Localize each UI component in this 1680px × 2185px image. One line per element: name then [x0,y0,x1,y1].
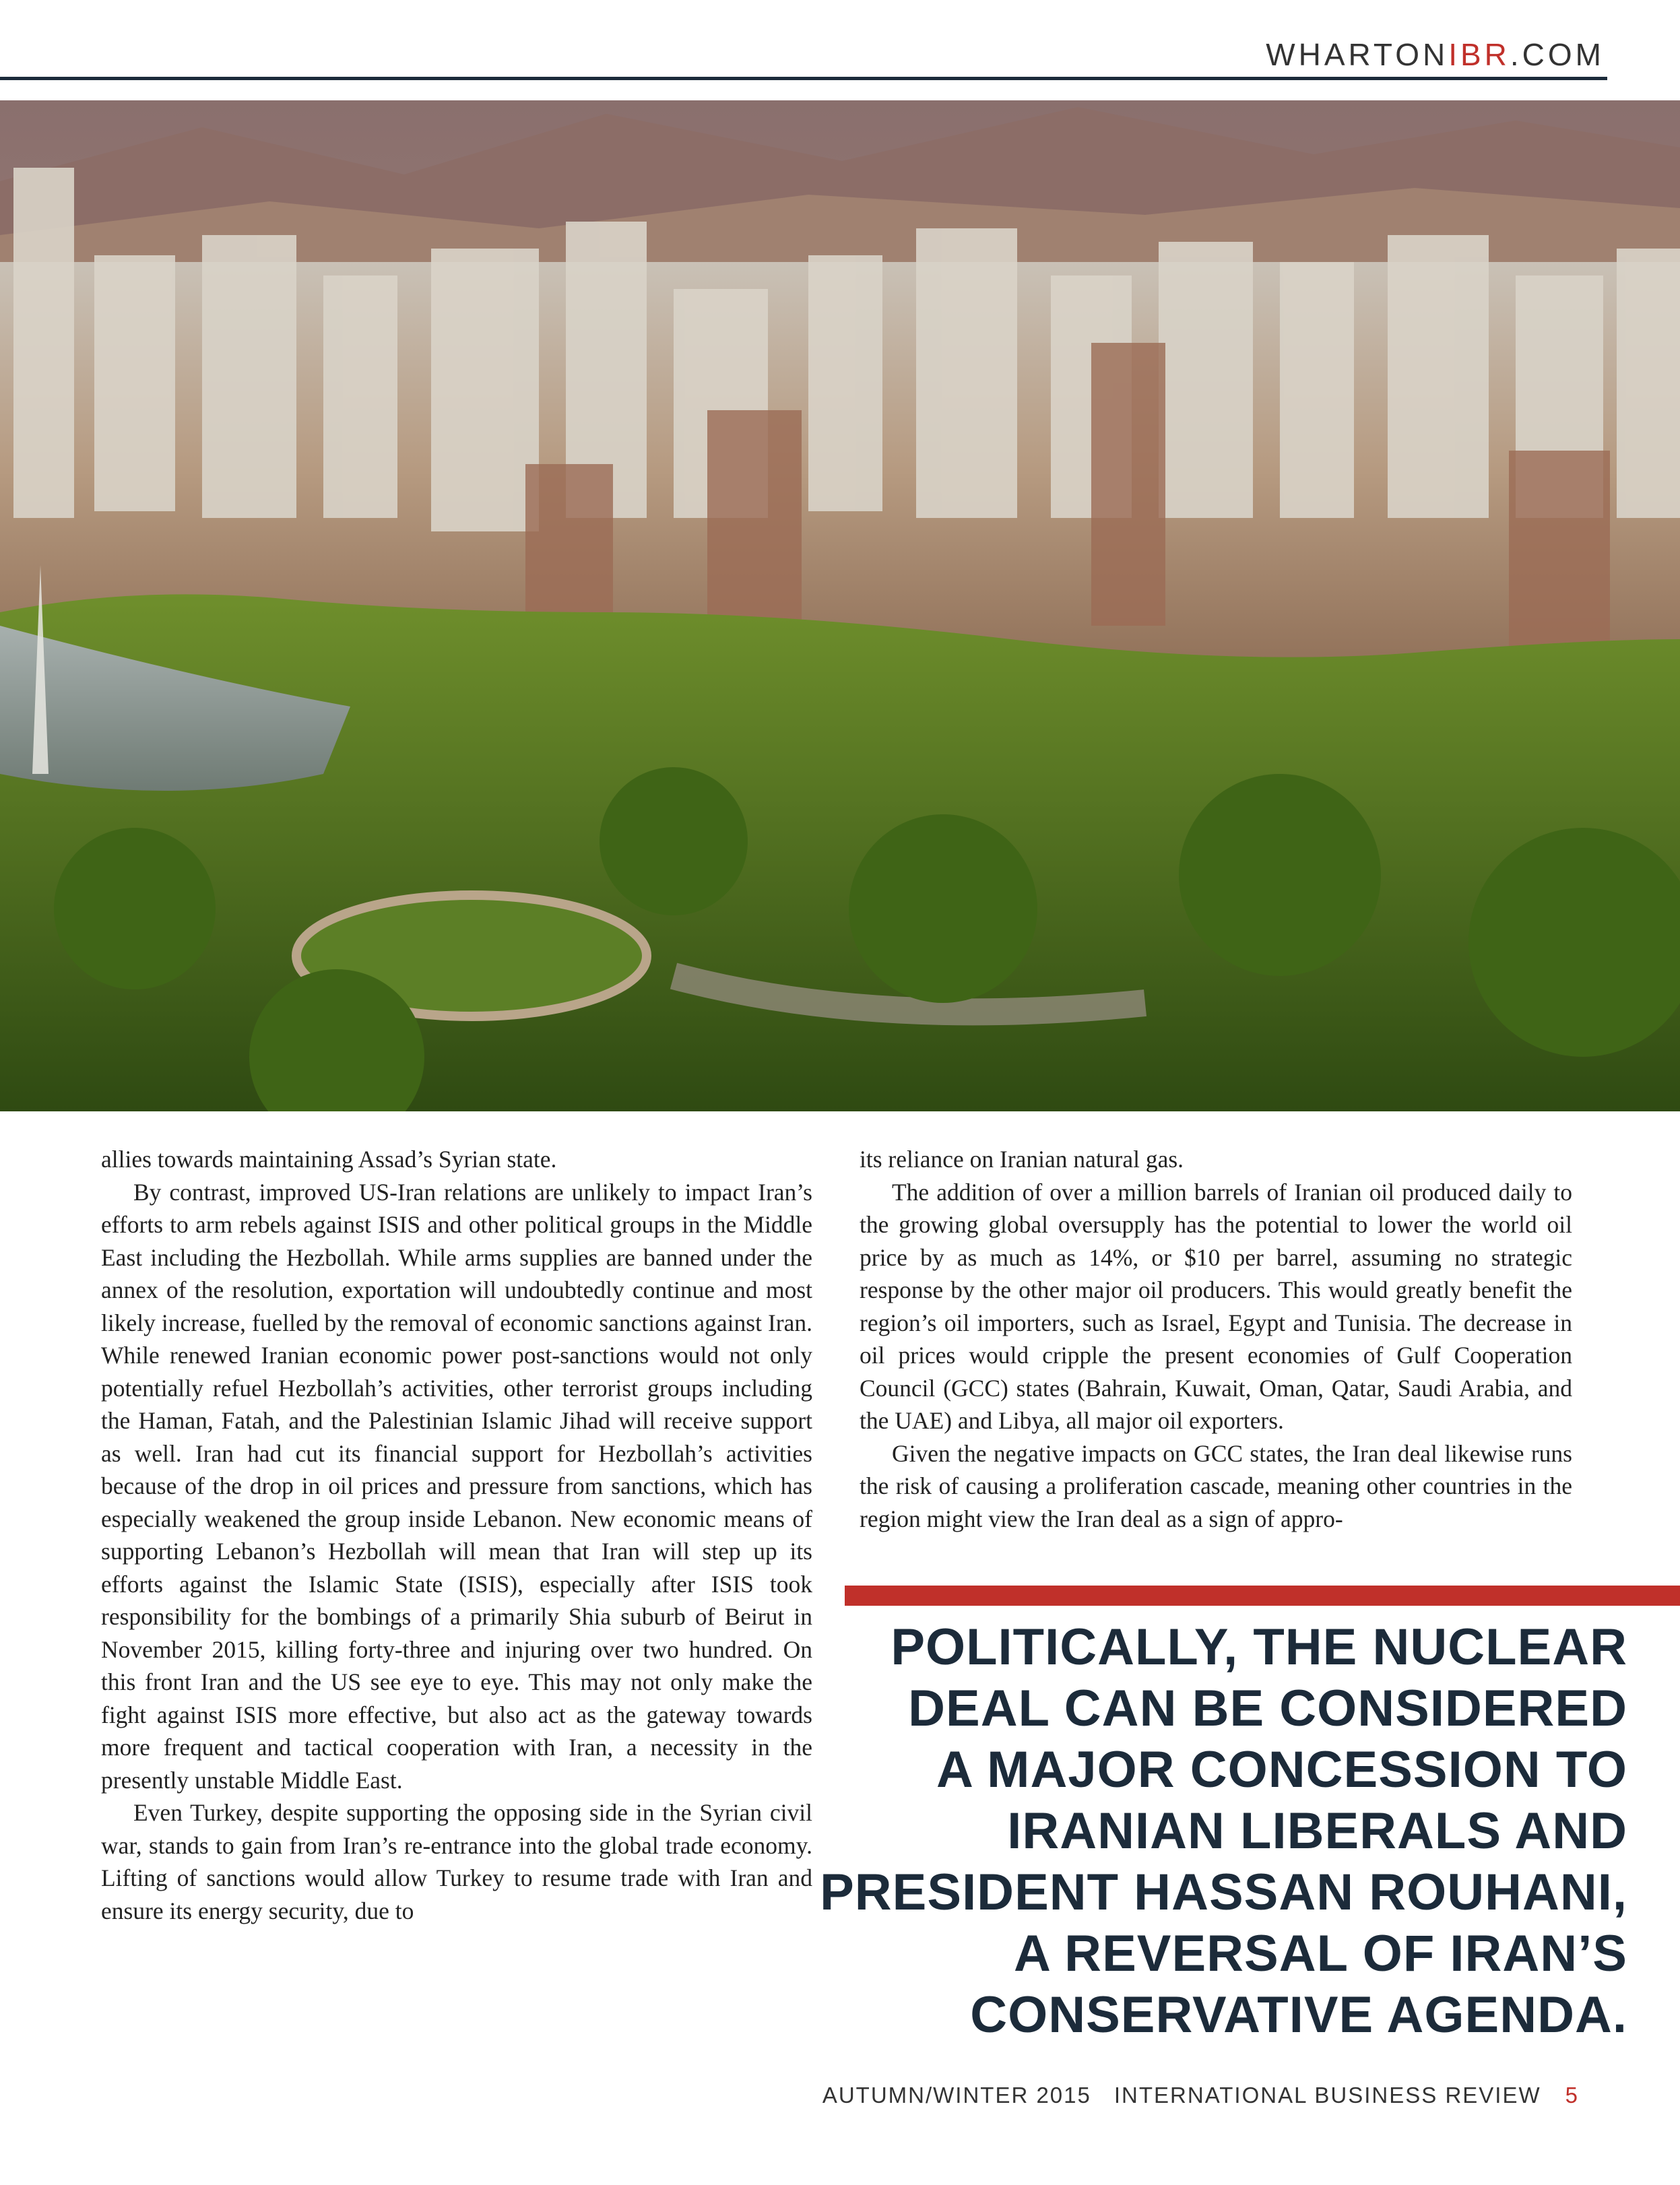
site-url[interactable] [1266,36,1605,73]
paragraph: its reliance on Iranian natural gas. [860,1146,1184,1173]
footer-issue: AUTUMN/WINTER 2015 [822,2083,1091,2108]
paragraph: The addition of over a million barrels of Iranian oil produced daily to the growing global oversupply has the potential to lower the world oil price by as much as 14%, or $10 per barrel, assuming no strategic response by the other major oil producers. This would greatly benefit the region’s oil importers, such as Israel, Egypt and Tunisia. The decrease in oil prices would cripple the present economies of Gulf Cooperation Council (GCC) states (Bahrain, Kuwait, Oman, Qatar, Saudi Arabia, and the UAE) and Libya, all major oil exporters. [860,1178,1572,1434]
pull-quote-line: POLITICALLY, THE NUCLEAR [891,1619,1627,1676]
site-url-suffix: .COM [1510,37,1605,72]
pull-quote-line: A REVERSAL OF IRAN’S [1014,1925,1627,1982]
body-text-right-column [860,1143,1572,1535]
pull-quote [725,1617,1627,2046]
pull-quote-line: IRANIAN LIBERALS AND [1007,1802,1627,1860]
paragraph: allies towards maintaining Assad’s Syrian state. [101,1146,557,1173]
pull-quote-line: DEAL CAN BE CONSIDERED [908,1680,1627,1737]
site-url-prefix: WHARTON [1266,37,1449,72]
site-url-accent: IBR [1448,37,1510,72]
footer-publication: INTERNATIONAL BUSINESS REVIEW [1113,2083,1541,2108]
pull-quote-line: CONSERVATIVE AGENDA. [970,1986,1627,2044]
pull-quote-line: A MAJOR CONCESSION TO [936,1741,1627,1798]
paragraph: By contrast, improved US-Iran relations are unlikely to impact Iran’s efforts to arm rebels against ISIS and other political groups in the Middle East including the Hezbollah. While arms supplies are banned under the annex of the resolution, exportation will undoubtedly continue and most likely increase, fuelled by the removal of economic sanctions against Iran. While renewed Iranian economic power post-sanctions would not only potentially refuel Hezbollah’s activities, other terrorist groups including the Haman, Fatah, and the Palestinian Islamic Jihad will receive support as well. Iran had cut its financial support for Hezbollah’s activities because of the drop in oil prices and pressure from sanctions, which has especially weakened the group inside Lebanon. New economic means of supporting Lebanon’s Hezbollah will mean that Iran will step up its efforts against the Islamic State (ISIS), especially after ISIS took responsibility for the bombings of a primarily Shia suburb of Beirut in November 2015, killing forty-three and injuring over two hundred. On this front Iran and the US see eye to eye. This may not only make the fight against ISIS more effective, but also act as the gateway towards more frequent and tactical cooperation with Iran, a necessity in the presently unstable Middle East. [101,1178,812,1794]
page-number: 5 [1565,2083,1579,2108]
pull-quote-line: PRESIDENT HASSAN ROUHANI, [820,1864,1627,1921]
page-footer [822,2083,1579,2108]
paragraph: Even Turkey, despite supporting the opposing side in the Syrian civil war, stands to gain from Iran’s re-entrance into the global trade economy. Lifting of sanctions would allow Turkey to resume trade with Iran and ensure its energy security, due to [101,1799,812,1924]
header-rule [0,77,1607,80]
paragraph: Given the negative impacts on GCC states, the Iran deal likewise runs the risk of causing a proliferation cascade, meaning other countries in the region might view the Iran deal as a sign of appro- [860,1439,1572,1532]
body-text-left-column [101,1143,812,1927]
city-park-photo [0,100,1680,1111]
pull-quote-rule [845,1586,1680,1606]
